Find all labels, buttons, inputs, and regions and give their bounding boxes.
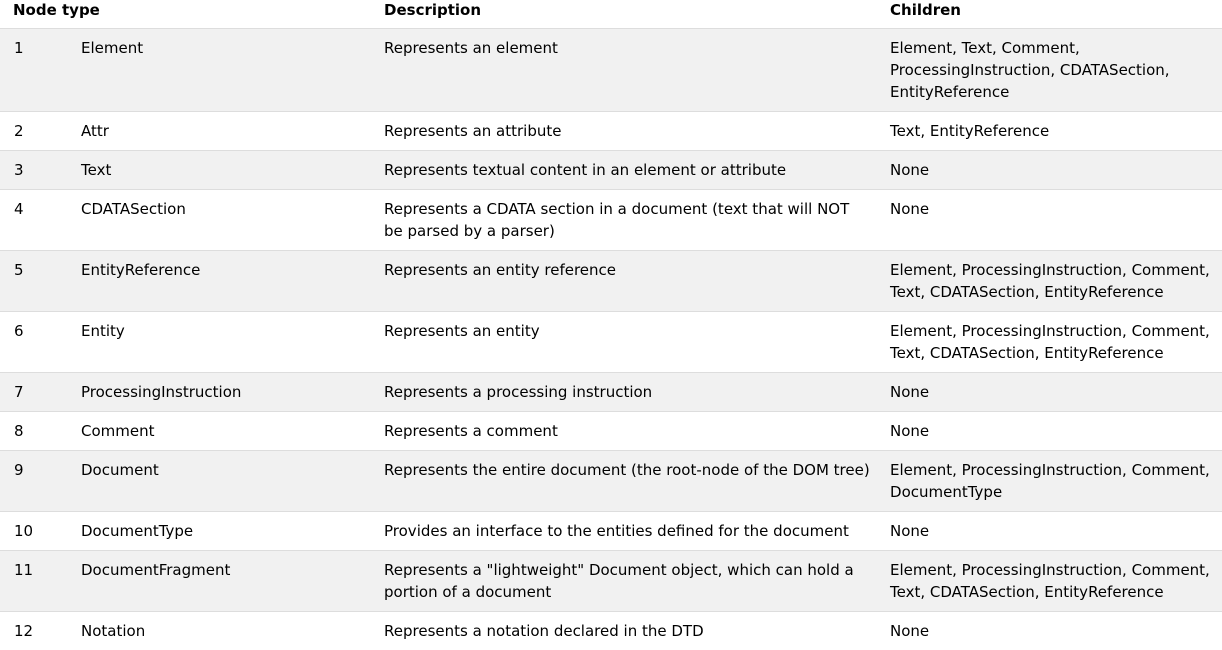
cell-number: 6 [0, 312, 67, 373]
cell-node-name: DocumentFragment [67, 551, 370, 612]
cell-children: Element, ProcessingInstruction, Comment, Text, CDATASection, EntityReference [876, 251, 1222, 312]
cell-description: Represents a comment [370, 412, 876, 451]
table-row [0, 112, 1222, 151]
cell-children: Element, ProcessingInstruction, Comment, DocumentType [876, 451, 1222, 512]
table-row [0, 612, 1222, 650]
table-row [0, 412, 1222, 451]
cell-children: None [876, 412, 1222, 451]
cell-description: Represents an attribute [370, 112, 876, 151]
cell-children: Text, EntityReference [876, 112, 1222, 151]
cell-description: Provides an interface to the entities defined for the document [370, 512, 876, 551]
cell-number: 10 [0, 512, 67, 551]
cell-number: 2 [0, 112, 67, 151]
cell-children: None [876, 612, 1222, 650]
cell-description: Represents a CDATA section in a document (text that will NOT be parsed by a parser) [370, 190, 876, 251]
cell-node-name: Element [67, 29, 370, 112]
table-row [0, 451, 1222, 512]
cell-node-name: Comment [67, 412, 370, 451]
cell-children: None [876, 373, 1222, 412]
header-row [0, 0, 1222, 29]
cell-number: 9 [0, 451, 67, 512]
cell-description: Represents a notation declared in the DTD [370, 612, 876, 650]
table-row [0, 29, 1222, 112]
table-row [0, 373, 1222, 412]
cell-number: 3 [0, 151, 67, 190]
cell-node-name: ProcessingInstruction [67, 373, 370, 412]
header-node-type: Node type [0, 0, 370, 29]
cell-number: 5 [0, 251, 67, 312]
table-body [0, 29, 1222, 650]
cell-children: Element, Text, Comment, ProcessingInstruction, CDATASection, EntityReference [876, 29, 1222, 112]
table-row [0, 312, 1222, 373]
cell-number: 4 [0, 190, 67, 251]
cell-description: Represents the entire document (the root-node of the DOM tree) [370, 451, 876, 512]
table-row [0, 512, 1222, 551]
cell-description: Represents an entity [370, 312, 876, 373]
table-row [0, 190, 1222, 251]
table-row [0, 551, 1222, 612]
cell-node-name: Attr [67, 112, 370, 151]
cell-children: Element, ProcessingInstruction, Comment, Text, CDATASection, EntityReference [876, 312, 1222, 373]
cell-description: Represents an entity reference [370, 251, 876, 312]
cell-number: 7 [0, 373, 67, 412]
cell-node-name: CDATASection [67, 190, 370, 251]
cell-description: Represents an element [370, 29, 876, 112]
table-row [0, 251, 1222, 312]
cell-node-name: Text [67, 151, 370, 190]
cell-node-name: Entity [67, 312, 370, 373]
cell-node-name: Document [67, 451, 370, 512]
cell-number: 1 [0, 29, 67, 112]
cell-number: 8 [0, 412, 67, 451]
cell-node-name: EntityReference [67, 251, 370, 312]
table-row [0, 151, 1222, 190]
cell-children: None [876, 151, 1222, 190]
cell-description: Represents textual content in an element or attribute [370, 151, 876, 190]
header-description: Description [370, 0, 876, 29]
cell-node-name: DocumentType [67, 512, 370, 551]
header-children: Children [876, 0, 1222, 29]
cell-children: None [876, 190, 1222, 251]
cell-number: 12 [0, 612, 67, 650]
cell-number: 11 [0, 551, 67, 612]
table-header [0, 0, 1222, 29]
cell-children: None [876, 512, 1222, 551]
cell-description: Represents a processing instruction [370, 373, 876, 412]
cell-node-name: Notation [67, 612, 370, 650]
cell-children: Element, ProcessingInstruction, Comment, Text, CDATASection, EntityReference [876, 551, 1222, 612]
cell-description: Represents a "lightweight" Document object, which can hold a portion of a document [370, 551, 876, 612]
